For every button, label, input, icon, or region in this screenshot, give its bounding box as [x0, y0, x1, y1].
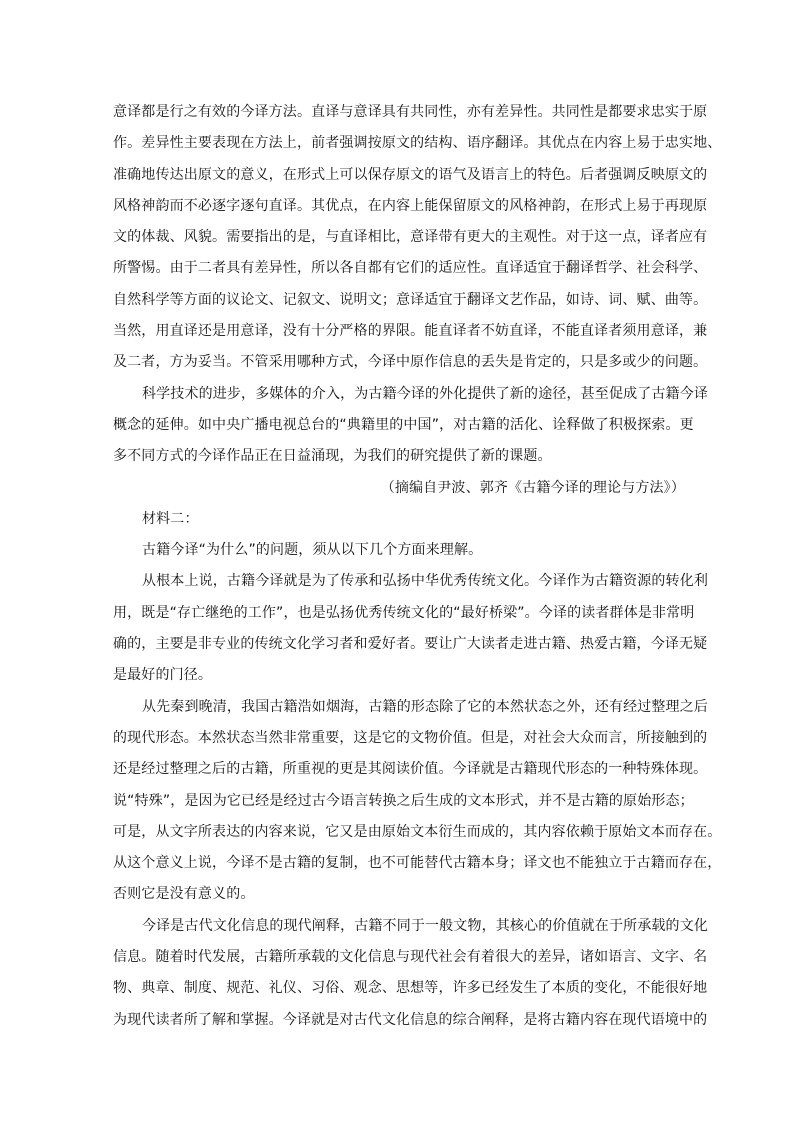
text-line: 概念的延伸。如中央广播电视总台的“典籍里的中国”，对古籍的活化、诠释做了积极探索。更	[113, 416, 694, 433]
paragraph-first-line: 古籍今译“为什么”的问题，须从以下几个方面来理解。	[142, 542, 483, 559]
text-line: 作。差异性主要表现在方法上，前者强调按原文的结构、语序翻译。其优点在内容上易于忠实地、	[113, 135, 722, 152]
text-line: 物、典章、制度、规范、礼仪、习俗、观念、思想等，许多已经发生了本质的变化，不能很好地	[113, 980, 708, 997]
text-line: 信息。随着时代发展，古籍所承载的文化信息与现代社会有着很大的差异，诸如语言、文字、名	[113, 949, 708, 966]
paragraph-first-line: 科学技术的进步，多媒体的介入，为古籍今译的外化提供了新的途径，甚至促成了古籍今译	[142, 385, 708, 402]
text-line: 准确地传达出原文的意义，在形式上可以保存原文的语气及语言上的特色。后者强调反映原文的	[113, 166, 708, 183]
paragraph-first-line: 从根本上说，古籍今译就是为了传承和弘扬中华优秀传统文化。今译作为古籍资源的转化利	[142, 573, 708, 590]
paragraph-first-line: 从先秦到晚清，我国古籍浩如烟海，古籍的形态除了它的本然状态之外，还有经过整理之后	[142, 698, 708, 715]
text-line: 可是，从文字所表达的内容来说，它又是由原始文本衍生而成的，其内容依赖于原始文本而存在。	[113, 823, 722, 840]
text-line: 是最好的门径。	[113, 667, 213, 684]
text-line: 还是经过整理之后的古籍，所重视的更是其阅读价值。今译就是古籍现代形态的一种特殊体现。	[113, 761, 708, 778]
paragraph-first-line: 今译是古代文化信息的现代阐释，古籍不同于一般文物，其核心的价值就在于所承载的文化	[142, 917, 708, 934]
text-line: 从这个意义上说，今译不是古籍的复制，也不可能替代古籍本身；译文也不能独立于古籍而存在，	[113, 855, 722, 872]
text-line: 多不同方式的今译作品正在日益涌现，为我们的研究提供了新的课题。	[113, 448, 552, 465]
text-line: 自然科学等方面的议论文、记叙文、说明文；意译适宜于翻译文艺作品，如诗、词、赋、曲等。	[113, 291, 708, 308]
text-line: 说“特殊”，是因为它已经是经过古今语言转换之后生成的文本形式，并不是古籍的原始形态；	[113, 792, 694, 809]
text-line: 确的，主要是非专业的传统文化学习者和爱好者。要让广大读者走进古籍、热爱古籍，今译无疑	[113, 636, 708, 653]
text-line: 风格神韵而不必逐字逐句直译。其优点，在内容上能保留原文的风格神韵，在形式上易于再现原	[113, 197, 708, 214]
text-line: 所警惕。由于二者具有差异性，所以各自都有它们的适应性。直译适宜于翻译哲学、社会科学、	[113, 260, 708, 277]
text-line: 意译都是行之有效的今译方法。直译与意译具有共同性，亦有差异性。共同性是都要求忠实于原	[113, 104, 708, 120]
document-body	[113, 97, 722, 1036]
section-heading: 材料二：	[142, 510, 199, 527]
source-citation: （摘编自尹波、郭齐《古籍今译的理论与方法》）	[380, 479, 685, 496]
text-line: 为现代读者所了解和掌握。今译就是对古代文化信息的综合阐释，是将古籍内容在现代语境中的	[113, 1011, 708, 1028]
text-line: 否则它是没有意义的。	[113, 886, 255, 903]
text-line: 当然，用直译还是用意译，没有十分严格的界限。能直译者不妨直译，不能直译者须用意译，兼	[113, 323, 708, 340]
text-line: 用，既是“存亡继绝的工作”，也是弘扬优秀传统文化的“最好桥梁”。今译的读者群体是非常明	[113, 604, 695, 621]
text-line: 的现代形态。本然状态当然非常重要，这是它的文物价值。但是，对社会大众而言，所接触到的	[113, 729, 708, 746]
text-line: 及二者，方为妥当。不管采用哪种方式，今译中原作信息的丢失是肯定的，只是多或少的问题。	[113, 354, 708, 371]
text-line: 文的体裁、风貌。需要指出的是，与直译相比，意译带有更大的主观性。对于这一点，译者应有	[113, 229, 708, 246]
